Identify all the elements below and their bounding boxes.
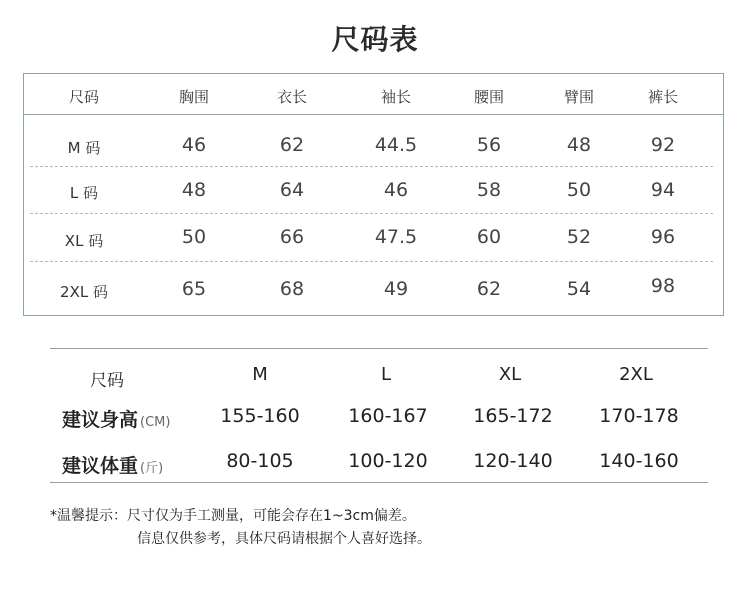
header-pants-length: 裤长 (647, 88, 679, 106)
cell-length: 68 (279, 278, 305, 300)
cell-pants-length: 96 (650, 226, 676, 248)
table-row (24, 214, 723, 262)
cell-size: L 码 (69, 184, 99, 202)
height-2xl: 170-178 (599, 405, 679, 427)
table-row (24, 262, 723, 315)
cell-chest: 50 (181, 226, 207, 248)
cell-sleeve: 47.5 (374, 226, 418, 248)
weight-xl: 120-140 (473, 450, 553, 472)
weight-l: 100-120 (348, 450, 428, 472)
cell-length: 66 (279, 226, 305, 248)
cell-waist: 62 (476, 278, 502, 300)
cell-pants-length: 94 (650, 179, 676, 201)
height-l: 160-167 (348, 405, 428, 427)
height-label-text: 建议身高 (62, 409, 139, 431)
cell-waist: 60 (476, 226, 502, 248)
height-m: 155-160 (220, 405, 300, 427)
cell-chest: 48 (181, 179, 207, 201)
cell-arm: 50 (566, 179, 592, 201)
cell-chest: 65 (181, 278, 207, 300)
cell-waist: 58 (476, 179, 502, 201)
cell-sleeve: 49 (383, 278, 409, 300)
tip-line-1: *温馨提示：尺寸仅为手工测量，可能会存在1~3cm偏差。 (50, 508, 416, 524)
cell-waist: 56 (476, 134, 502, 156)
cell-arm: 48 (566, 134, 592, 156)
height-unit: (CM) (140, 415, 171, 430)
top-rule (50, 348, 708, 349)
cell-size: 2XL 码 (60, 283, 108, 301)
header-size: 尺码 (68, 88, 100, 106)
table-header-row (24, 74, 723, 115)
cell-arm: 52 (566, 226, 592, 248)
cell-sleeve: 44.5 (374, 134, 418, 156)
table-row (24, 167, 723, 214)
header-chest: 胸围 (178, 88, 210, 106)
cell-chest: 46 (181, 134, 207, 156)
tip-line-2: 信息仅供参考，具体尺码请根据个人喜好选择。 (137, 531, 431, 547)
height-xl: 165-172 (473, 405, 553, 427)
weight-row-label (62, 451, 163, 478)
size-m: M (252, 364, 268, 385)
cell-size: XL 码 (64, 232, 104, 250)
header-sleeve: 袖长 (380, 88, 412, 106)
header-waist: 腰围 (473, 88, 505, 106)
page-title: 尺码表 (331, 23, 419, 56)
cell-sleeve: 46 (383, 179, 409, 201)
height-row-label (62, 405, 170, 432)
cell-pants-length: 92 (650, 134, 676, 156)
cell-length: 64 (279, 179, 305, 201)
size-xl: XL (498, 364, 522, 385)
recommendation-table (50, 348, 708, 483)
header-length: 衣长 (276, 88, 308, 106)
cell-arm: 54 (566, 278, 592, 300)
measurement-table (23, 73, 724, 316)
weight-2xl: 140-160 (599, 450, 679, 472)
size-2xl: 2XL (619, 364, 653, 385)
size-l: L (380, 364, 392, 385)
size-row-label: 尺码 (90, 371, 124, 391)
weight-unit: (斤) (140, 461, 164, 476)
table-row (24, 115, 723, 167)
cell-pants-length: 98 (650, 275, 676, 297)
weight-m: 80-105 (226, 450, 294, 472)
header-arm: 臂围 (563, 88, 595, 106)
cell-length: 62 (279, 134, 305, 156)
bottom-rule (50, 482, 708, 483)
cell-size: M 码 (67, 139, 101, 157)
weight-label-text: 建议体重 (62, 455, 139, 477)
